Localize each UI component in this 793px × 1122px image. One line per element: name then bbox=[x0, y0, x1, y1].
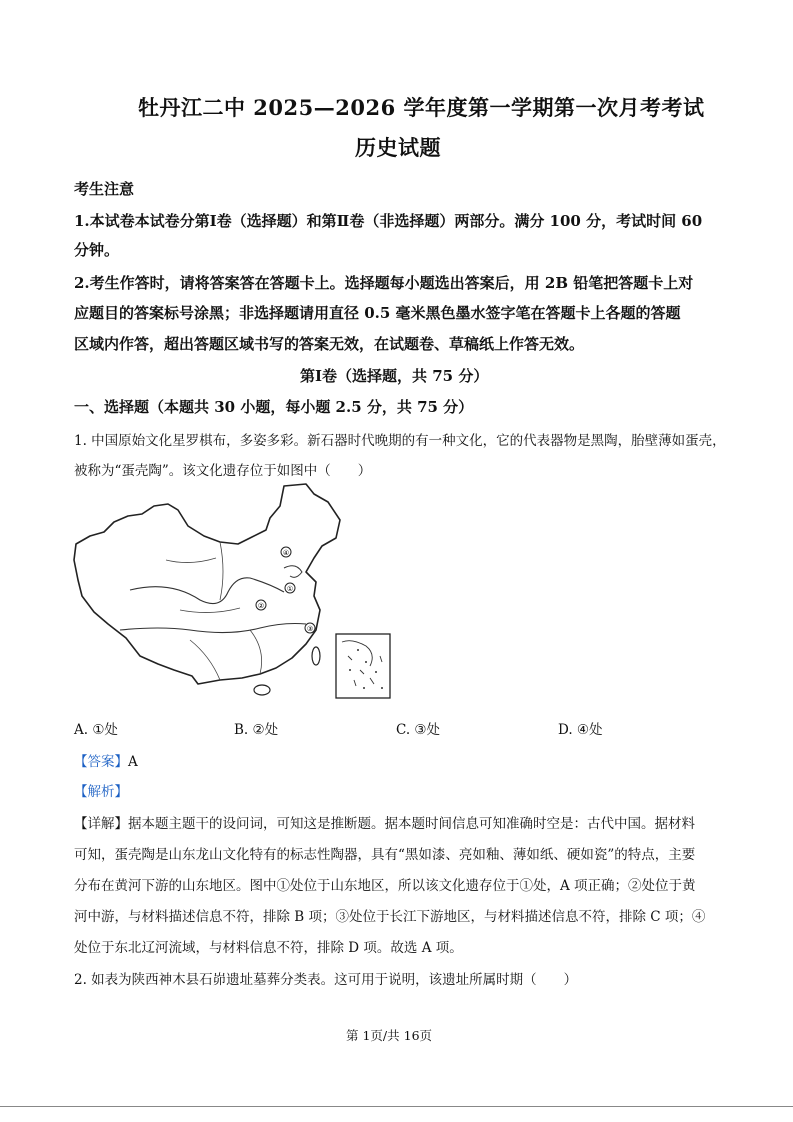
notice-line-4: 应题目的答案标号涂黑；非选择题请用直径 0.5 毫米黑色墨水签字笔在答题卡上各题的答题 bbox=[74, 304, 681, 322]
detail-line-3: 分布在黄河下游的山东地区。图中①处位于山东地区，所以该文化遗存位于①处，A 项正确；②处位于黄 bbox=[74, 878, 696, 894]
svg-text:④: ④ bbox=[282, 549, 290, 557]
inner-boundaries bbox=[166, 542, 265, 680]
taiwan-island bbox=[312, 647, 320, 665]
section-heading: 一、选择题（本题共 30 小题，每小题 2.5 分，共 75 分） bbox=[74, 398, 474, 416]
detail-line-1: 【详解】据本题主题干的设问词，可知这是推断题。据本题时间信息可知准确时空是：古代中国。据材料 bbox=[74, 816, 695, 832]
exam-title: 牡丹江二中 2025—2026 学年度第一学期第一次月考考试 bbox=[138, 95, 705, 120]
marker-1 bbox=[285, 583, 295, 593]
notice-line-5: 区域内作答，超出答题区域书写的答案无效，在试题卷、草稿纸上作答无效。 bbox=[74, 335, 585, 353]
q1-text-line-2: 被称为“蛋壳陶”。该文化遗存位于如图中（ ） bbox=[74, 463, 372, 479]
hainan-island bbox=[254, 685, 270, 695]
yangtze-river bbox=[120, 624, 306, 633]
south-china-sea-inset bbox=[336, 634, 390, 698]
detail-line-5: 处位于东北辽河流域，与材料信息不符，排除 D 项。故选 A 项。 bbox=[74, 940, 463, 956]
marker-4 bbox=[281, 547, 291, 557]
marker-3 bbox=[305, 623, 315, 633]
subject-title: 历史试题 bbox=[355, 135, 441, 160]
page-number: 第 1页/共 16页 bbox=[346, 1028, 433, 1043]
marker-2 bbox=[256, 600, 266, 610]
notice-line-3: 2.考生作答时，请将答案答在答题卡上。选择题每小题选出答案后，用 2B 铅笔把答题卡上对 bbox=[74, 274, 694, 292]
option-a: A. ①处 bbox=[74, 722, 118, 738]
option-c: C. ③处 bbox=[396, 722, 441, 738]
answer-line bbox=[74, 750, 138, 770]
bohai-coast bbox=[284, 566, 302, 578]
map-outline bbox=[74, 484, 340, 684]
detail-line-2: 可知，蛋壳陶是山东龙山文化特有的标志性陶器，具有“黑如漆、亮如釉、薄如纸、硬如瓷”的特点，主要 bbox=[74, 847, 696, 863]
q2-text-line-1: 2. 如表为陕西神木县石峁遗址墓葬分类表。这可用于说明，该遗址所属时期（ ） bbox=[74, 972, 578, 988]
svg-text:③: ③ bbox=[306, 625, 314, 633]
option-b: B. ②处 bbox=[234, 722, 279, 738]
svg-text:①: ① bbox=[286, 585, 294, 593]
svg-text:②: ② bbox=[257, 602, 265, 610]
part1-heading: 第Ⅰ卷（选择题，共 75 分） bbox=[300, 367, 489, 385]
detail-line-4: 河中游，与材料描述信息不符，排除 B 项；③处位于长江下游地区，与材料描述信息不符，排除 C 项；④ bbox=[74, 909, 706, 925]
q1-text-line-1: 1. 中国原始文化星罗棋布，多姿多彩。新石器时代晚期的有一种文化，它的代表器物是黑陶，胎壁薄如蛋壳， bbox=[74, 433, 726, 449]
china-map bbox=[70, 480, 420, 705]
analysis-label: 【解析】 bbox=[74, 784, 128, 800]
detail-label: 【详解】 bbox=[74, 816, 128, 832]
notice-heading: 考生注意 bbox=[74, 180, 135, 198]
notice-line-2: 分钟。 bbox=[74, 241, 120, 259]
answer-label: 【答案】 bbox=[74, 754, 128, 770]
answer-value: A bbox=[128, 754, 138, 770]
option-d: D. ④处 bbox=[558, 722, 603, 738]
bottom-divider bbox=[0, 1106, 793, 1107]
notice-line-1: 1.本试卷本试卷分第Ⅰ卷（选择题）和第Ⅱ卷（非选择题）两部分。满分 100 分，考试时间 60 bbox=[74, 212, 703, 230]
